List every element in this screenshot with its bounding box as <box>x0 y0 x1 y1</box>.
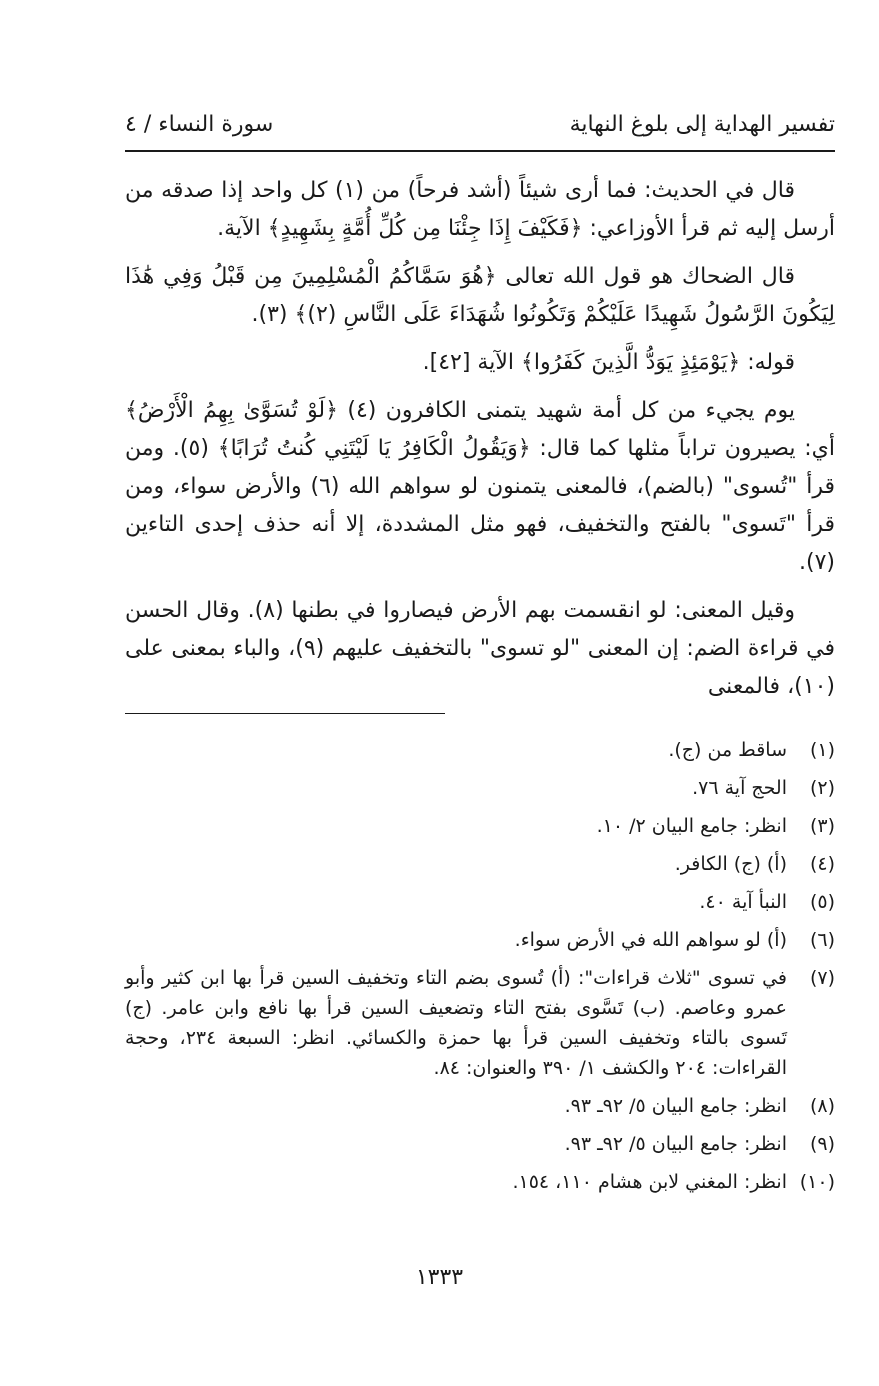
footnote <box>125 887 835 917</box>
footnote-number: (١٠) <box>799 1171 835 1193</box>
running-header <box>125 112 835 152</box>
footnote-number: (٧) <box>809 967 835 989</box>
footnote-separator <box>125 713 445 714</box>
footnote-text: (أ) (ج) الكافر. <box>674 853 787 875</box>
footnote-text: ساقط من (ج). <box>668 739 787 761</box>
footnote <box>125 963 835 1083</box>
footnote-text: في تسوى "ثلاث قراءات": (أ) تُسوى بضم التاء وتخفيف السين قرأ بها ابن كثير وأبو عمرو وعاصم. (ب) تَسَّوى بفتح التاء وتضعيف السين قرأ بها نافع وابن عامر. (ج) تَسوى بالتاء وتخفيف السين قرأ بها حمزة والكسائي. انظر: السبعة ٢٣٤، وحجة القراءات: ٢٠٤ والكشف ١/ ٣٩٠ والعنوان: ٨٤. <box>125 967 788 1079</box>
footnote-text: (أ) لو سواهم الله في الأرض سواء. <box>514 929 787 951</box>
footnote-text: انظر: جامع البيان ٥/ ٩٢ـ ٩٣. <box>564 1133 787 1155</box>
footnote <box>125 1167 835 1197</box>
paragraph: قال الضحاك هو قول الله تعالى ﴿هُوَ سَمَّاكُمُ الْمُسْلِمِينَ مِن قَبْلُ وَفِي هَٰذَا لِيَكُونَ الرَّسُولُ شَهِيدًا عَلَيْكُمْ وَتَكُونُوا شُهَدَاءَ عَلَى النَّاسِ (٢)﴾ (٣). <box>125 264 835 327</box>
footnote <box>125 849 835 879</box>
paragraph: قال في الحديث: فما أرى شيئاً (أشد فرحاً) من (١) كل واحد إذا صدقه من أرسل إليه ثم قرأ الأوزاعي: ﴿فَكَيْفَ إِذَا جِئْنَا مِن كُلِّ أُمَّةٍ بِشَهِيدٍ﴾ الآية. <box>125 178 835 241</box>
paragraph: قوله: ﴿يَوْمَئِذٍ يَوَدُّ الَّذِينَ كَفَرُوا﴾ الآية [٤٢]. <box>422 350 795 375</box>
footnote-text: انظر: المغني لابن هشام ١١٠، ١٥٤. <box>512 1171 787 1193</box>
footnote-number: (٩) <box>809 1133 835 1155</box>
footnote-number: (٥) <box>809 891 835 913</box>
footnote-text: الحج آية ٧٦. <box>692 777 787 799</box>
paragraph: وقيل المعنى: لو انقسمت بهم الأرض فيصاروا في بطنها (٨). وقال الحسن في قراءة الضم: إن المعنى "لو تسوى" بالتخفيف عليهم (٩)، والباء بمعنى على (١٠)، فالمعنى <box>125 598 836 699</box>
footnote <box>125 1129 835 1159</box>
footnote <box>125 925 835 955</box>
footnote-number: (٤) <box>809 853 835 875</box>
header-rule <box>125 150 835 152</box>
footnote-number: (٢) <box>809 777 835 799</box>
footnote-number: (٨) <box>809 1095 835 1117</box>
footnote <box>125 811 835 841</box>
footnote <box>125 773 835 803</box>
footnotes <box>125 735 835 1205</box>
footnote-number: (٦) <box>809 929 835 951</box>
footnote-text: انظر: جامع البيان ٥/ ٩٢ـ ٩٣. <box>564 1095 787 1117</box>
footnote-text: النبأ آية ٤٠. <box>699 891 787 913</box>
page-number: ١٣٣٣ <box>415 1265 464 1290</box>
main-text <box>125 172 835 716</box>
footnote-number: (٣) <box>809 815 835 837</box>
footnote <box>125 735 835 765</box>
book-title: تفسير الهداية إلى بلوغ النهاية <box>569 112 835 137</box>
footnote-text: انظر: جامع البيان ٢/ ١٠. <box>596 815 787 837</box>
paragraph: يوم يجيء من كل أمة شهيد يتمنى الكافرون (٤) ﴿لَوْ تُسَوَّىٰ بِهِمُ الْأَرْضُ﴾ أي: يصيرون تراباً مثلها كما قال: ﴿وَيَقُولُ الْكَافِرُ يَا لَيْتَنِي كُنتُ تُرَابًا﴾ (٥). ومن قرأ "تُسوى" (بالضم)، فالمعنى يتمنون لو سواهم الله (٦) والأرض سواء، ومن قرأ "تَسوى" بالفتح والتخفيف، فهو مثل المشددة، إلا أنه حذف إحدى التاءين (٧). <box>125 398 835 575</box>
surah-part: سورة النساء / ٤ <box>125 112 274 137</box>
footnote <box>125 1091 835 1121</box>
footnote-number: (١) <box>809 739 835 761</box>
